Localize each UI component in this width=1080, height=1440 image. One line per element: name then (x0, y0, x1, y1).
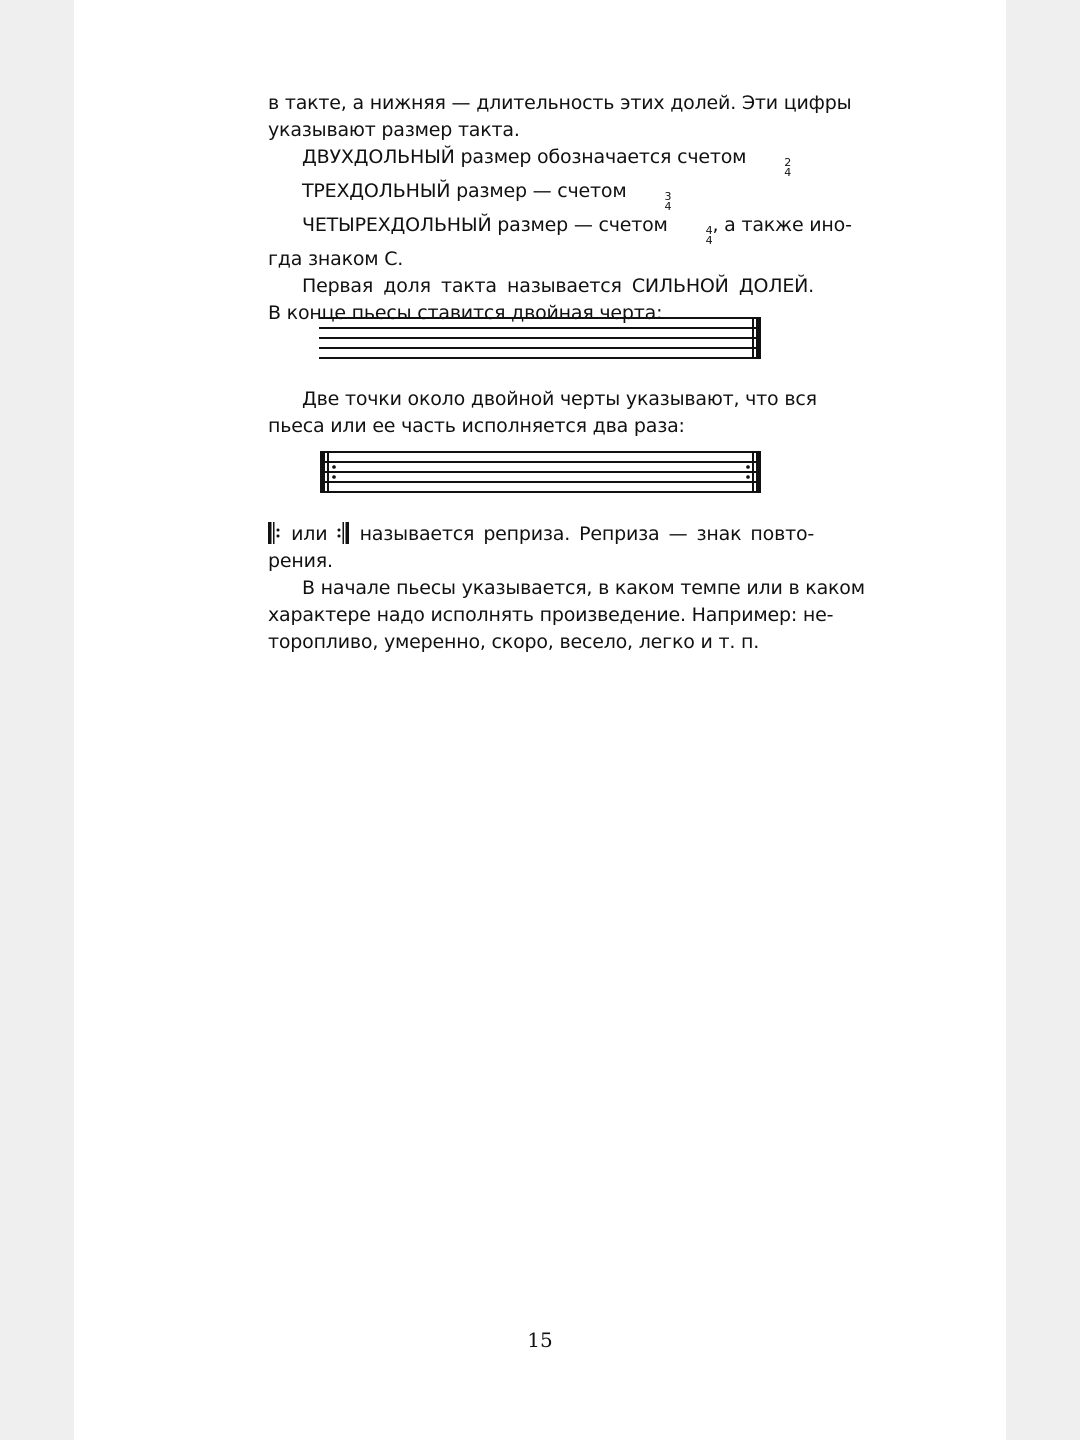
text-span: называется реприза. Реприза — знак повто- (359, 523, 815, 545)
end-repeat-icon (336, 522, 350, 544)
time-signature-3-4 (630, 192, 671, 212)
thin-barline (752, 317, 754, 359)
time-signature-2-4 (750, 158, 791, 178)
frac-bottom: 4 (705, 234, 713, 247)
text-line: в такте, а нижняя — длительность этих долей. Эти цифры (268, 92, 852, 114)
text-span: ЧЕТЫРЕХДОЛЬНЫЙ размер — счетом (302, 214, 668, 236)
page-number: 15 (527, 1328, 553, 1352)
text-line: В конце пьесы ставится двойная черта: (268, 302, 663, 324)
text-line: гда знаком С. (268, 248, 404, 270)
text-block-repeat-dots (268, 386, 817, 440)
text-line-four-beat (268, 212, 852, 247)
staff-double-barline (319, 316, 767, 360)
frac-bottom: 4 (784, 166, 792, 179)
time-signature-4-4 (672, 226, 713, 246)
thick-barline (756, 317, 761, 359)
text-span: , а также ино- (712, 214, 852, 236)
text-line-reprise (268, 521, 814, 548)
staff-lines (319, 318, 761, 358)
staff-repeat-signs (319, 450, 767, 494)
text-line: характере надо исполнять произведение. Например: не- (268, 604, 834, 626)
text-line: В начале пьесы указывается, в каком темпе или в каком (302, 577, 865, 599)
book-page (74, 0, 1006, 1440)
text-line: торопливо, умеренно, скоро, весело, легко и т. п. (268, 631, 760, 653)
frac-top: 2 (784, 156, 792, 169)
text-block-reprise (268, 521, 865, 656)
start-repeat-icon (268, 522, 282, 544)
text-line: Две точки около двойной черты указывают, что вся (302, 388, 817, 410)
text-span: ДВУХДОЛЬНЫЙ размер обозначается счетом (302, 146, 747, 168)
staff-lines (321, 452, 761, 492)
text-line: Первая доля такта называется СИЛЬНОЙ ДОЛЕЙ. (302, 275, 814, 297)
frac-bottom: 4 (664, 200, 672, 213)
text-block-time-signatures (268, 90, 852, 327)
text-line: пьеса или ее часть исполняется два раза: (268, 415, 685, 437)
frac-top: 3 (664, 190, 672, 203)
text-line-two-beat (268, 144, 814, 178)
text-line: рения. (268, 550, 333, 572)
text-line-three-beat (268, 178, 814, 212)
frac-top: 4 (705, 224, 713, 237)
text-line: указывают размер такта. (268, 119, 520, 141)
text-span: ТРЕХДОЛЬНЫЙ размер — счетом (302, 180, 627, 202)
text-span: или (291, 523, 328, 545)
